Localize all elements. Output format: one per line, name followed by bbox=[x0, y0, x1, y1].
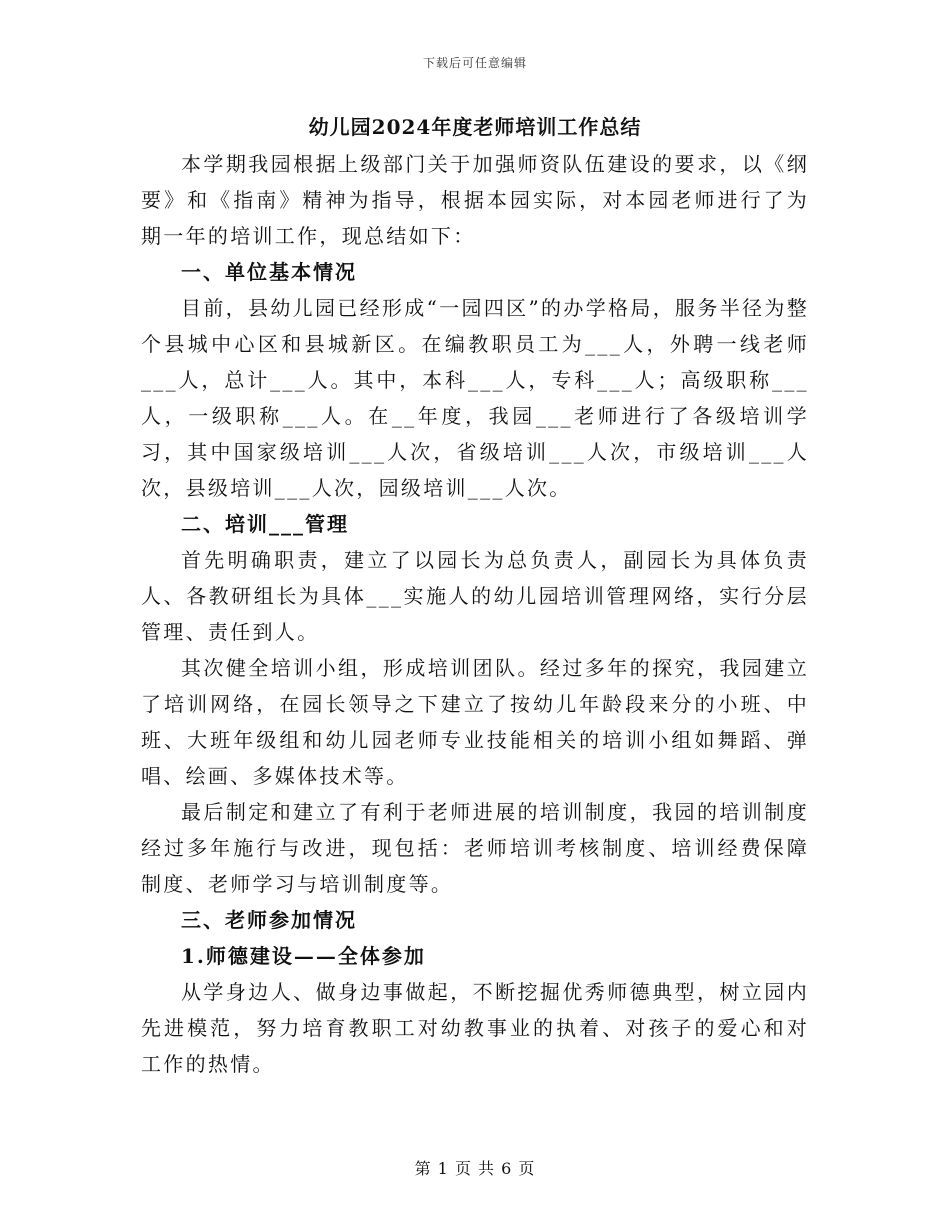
document-title: 幼儿园2024年度老师培训工作总结 bbox=[308, 115, 642, 139]
section-2-heading: 二、培训___管理 bbox=[181, 512, 349, 536]
section-3-heading: 三、老师参加情况 bbox=[181, 908, 357, 932]
section-3-sub-1-heading: 1.师德建设——全体参加 bbox=[181, 944, 426, 968]
section-2-paragraph-2: 其次健全培训小组，形成培训团队。经过多年的探究，我园建立了培训网络，在园长领导之下建立了按幼儿年龄段来分的小班、中班、大班年级组和幼儿园老师专业技能相关的培训小组如舞蹈、弹唱、绘画、多媒体技术等。 bbox=[141, 656, 809, 788]
section-2-paragraph-3: 最后制定和建立了有利于老师进展的培训制度，我园的培训制度经过多年施行与改进，现包括：老师培训考核制度、培训经费保障制度、老师学习与培训制度等。 bbox=[141, 800, 809, 896]
section-3-sub-1-paragraph-1: 从学身边人、做身边事做起，不断挖掘优秀师德典型，树立园内先进模范，努力培育教职工对幼教事业的执着、对孩子的爱心和对工作的热情。 bbox=[141, 980, 809, 1076]
header-note: 下载后可任意编辑 bbox=[422, 56, 527, 70]
intro-paragraph: 本学期我园根据上级部门关于加强师资队伍建设的要求，以《纲要》和《指南》精神为指导，根据本园实际，对本园老师进行了为期一年的培训工作，现总结如下： bbox=[141, 152, 809, 248]
page-number: 第 1 页 共 6 页 bbox=[414, 1159, 536, 1178]
section-1-paragraph-1: 目前，县幼儿园已经形成“一园四区”的办学格局，服务半径为整个县城中心区和县城新区。在编教职员工为___人，外聘一线老师___人，总计___人。其中，本科___人，专科___人；高级职称___人，一级职称___人。在__年度，我园___老师进行了各级培训学习，其中国家级培训___人次，省级培训___人次，市级培训___人次，县级培训___人次，园级培训___人次。 bbox=[141, 296, 809, 500]
section-2-paragraph-1: 首先明确职责，建立了以园长为总负责人，副园长为具体负责人、各教研组长为具体___实施人的幼儿园培训管理网络，实行分层管理、责任到人。 bbox=[141, 548, 809, 644]
section-1-heading: 一、单位基本情况 bbox=[181, 260, 357, 284]
document-body bbox=[141, 112, 809, 1082]
